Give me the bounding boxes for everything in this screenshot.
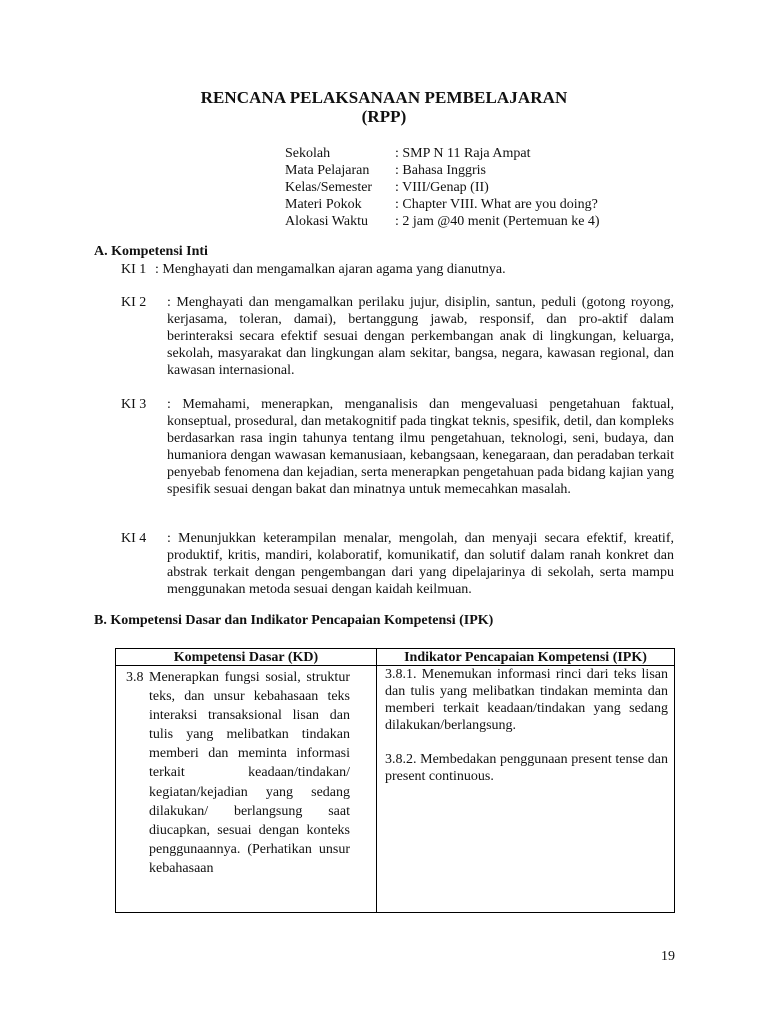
info-value: : VIII/Genap (II) — [395, 180, 489, 195]
info-row — [285, 145, 600, 162]
info-key: Materi Pokok — [285, 197, 362, 212]
ki-text: : Menunjukkan keterampilan menalar, mengolah, dan menyaji secara efektif, kreatif, produktif, kritis, mandiri, kolaboratif, komunikatif, dan solutif dalam ranah konkret dan abstrak terkait dengan pengembangan dari yang dipelajarinya di sekolah, serta mampu menggunakan metoda sesuai dengan kaidah keilmuan. — [167, 531, 674, 597]
ipk-item-2: 3.8.2. Membedakan penggunaan present tense dan present continuous. — [385, 752, 668, 784]
info-row — [285, 196, 600, 213]
ki-label: KI 4 — [121, 531, 147, 546]
section-a-heading: A. Kompetensi Inti — [94, 244, 208, 259]
identity-table — [285, 145, 600, 230]
section-b-heading: B. Kompetensi Dasar dan Indikator Pencapaian Kompetensi (IPK) — [94, 613, 494, 628]
info-key: Mata Pelajaran — [285, 163, 370, 178]
ki-text: : Menghayati dan mengamalkan ajaran agama yang dianutnya. — [155, 262, 506, 277]
info-value: : Chapter VIII. What are you doing? — [395, 197, 598, 212]
ki-4 — [121, 530, 674, 598]
ki-label: KI 1 — [121, 262, 147, 277]
info-value: : Bahasa Inggris — [395, 163, 486, 178]
info-row — [285, 179, 600, 196]
ki-1 — [121, 261, 674, 278]
info-key: Alokasi Waktu — [285, 214, 368, 229]
ipk-column-header: Indikator Pencapaian Kompetensi (IPK) — [377, 649, 675, 666]
ki-text: : Memahami, menerapkan, menganalisis dan mengevaluasi pengetahuan faktual, konseptual, prosedural, dan metakognitif pada tingkat teknis, spesifik, detil, dan kompleks berdasarkan rasa ingin tahunya tentang ilmu pengetahuan, teknologi, seni, budaya, dan humaniora dengan wawasan kemanusiaan, kebangsaan, kenegaraan, dan peradaban terkait penyebab fenomena dan kejadian, serta menerapkan pengetahuan pada bidang kajian yang spesifik sesuai dengan bakat dan minatnya untuk memecahkan masalah. — [167, 397, 674, 497]
ki-2 — [121, 294, 674, 379]
document-subtitle: (RPP) — [361, 107, 407, 126]
info-row — [285, 213, 600, 230]
kd-column-header: Kompetensi Dasar (KD) — [116, 649, 377, 666]
ki-text-content: : Menghayati dan mengamalkan perilaku jujur, disiplin, santun, peduli (gotong royong, kerjasama, toleran, damai), bertanggung jawab, responsif, dan pro-aktif dalam berinteraksi secara efektif sesuai dengan perkembangan anak di lingkungan, keluarga, sekolah, masyarakat dan lingkungan alam sekitar, bangsa, negara, kawasan regional, dan kawasan internasional. — [167, 295, 674, 378]
info-row — [285, 162, 600, 179]
kd-cell — [116, 666, 377, 913]
page-number: 19 — [661, 949, 675, 964]
kd-text: Menerapkan fungsi sosial, struktur teks, dan unsur kebahasaan teks interaksi transaksional lisan dan tulis yang melibatkan tindakan memberi dan meminta informasi terkait keadaan/tindakan/ kegiatan/kejadian yang sedang dilakukan/ berlangsung saat diucapkan, sesuai dengan konteks penggunaannya. (Perhatikan unsur kebahasaan — [149, 670, 350, 876]
info-value: : 2 jam @40 menit (Pertemuan ke 4) — [395, 214, 600, 229]
info-value: : SMP N 11 Raja Ampat — [395, 146, 531, 161]
document-title: RENCANA PELAKSANAAN PEMBELAJARAN — [200, 88, 568, 107]
info-key: Kelas/Semester — [285, 180, 373, 195]
ipk-item-1: 3.8.1. Menemukan informasi rinci dari teks lisan dan tulis yang melibatkan tindakan meminta dan memberi terkait keadaan/tindakan yang sedang dilakukan/berlangsung. — [385, 667, 668, 733]
ki-3 — [121, 396, 674, 498]
kd-number: 3.8 — [126, 670, 144, 685]
ki-label: KI 2 — [121, 295, 147, 310]
info-key: Sekolah — [285, 146, 331, 161]
ki-label: KI 3 — [121, 397, 147, 412]
kd-ipk-table — [115, 648, 675, 913]
table-row — [116, 666, 675, 913]
ki-text — [121, 294, 674, 379]
ipk-cell — [377, 666, 675, 913]
table-header-row — [116, 649, 675, 666]
